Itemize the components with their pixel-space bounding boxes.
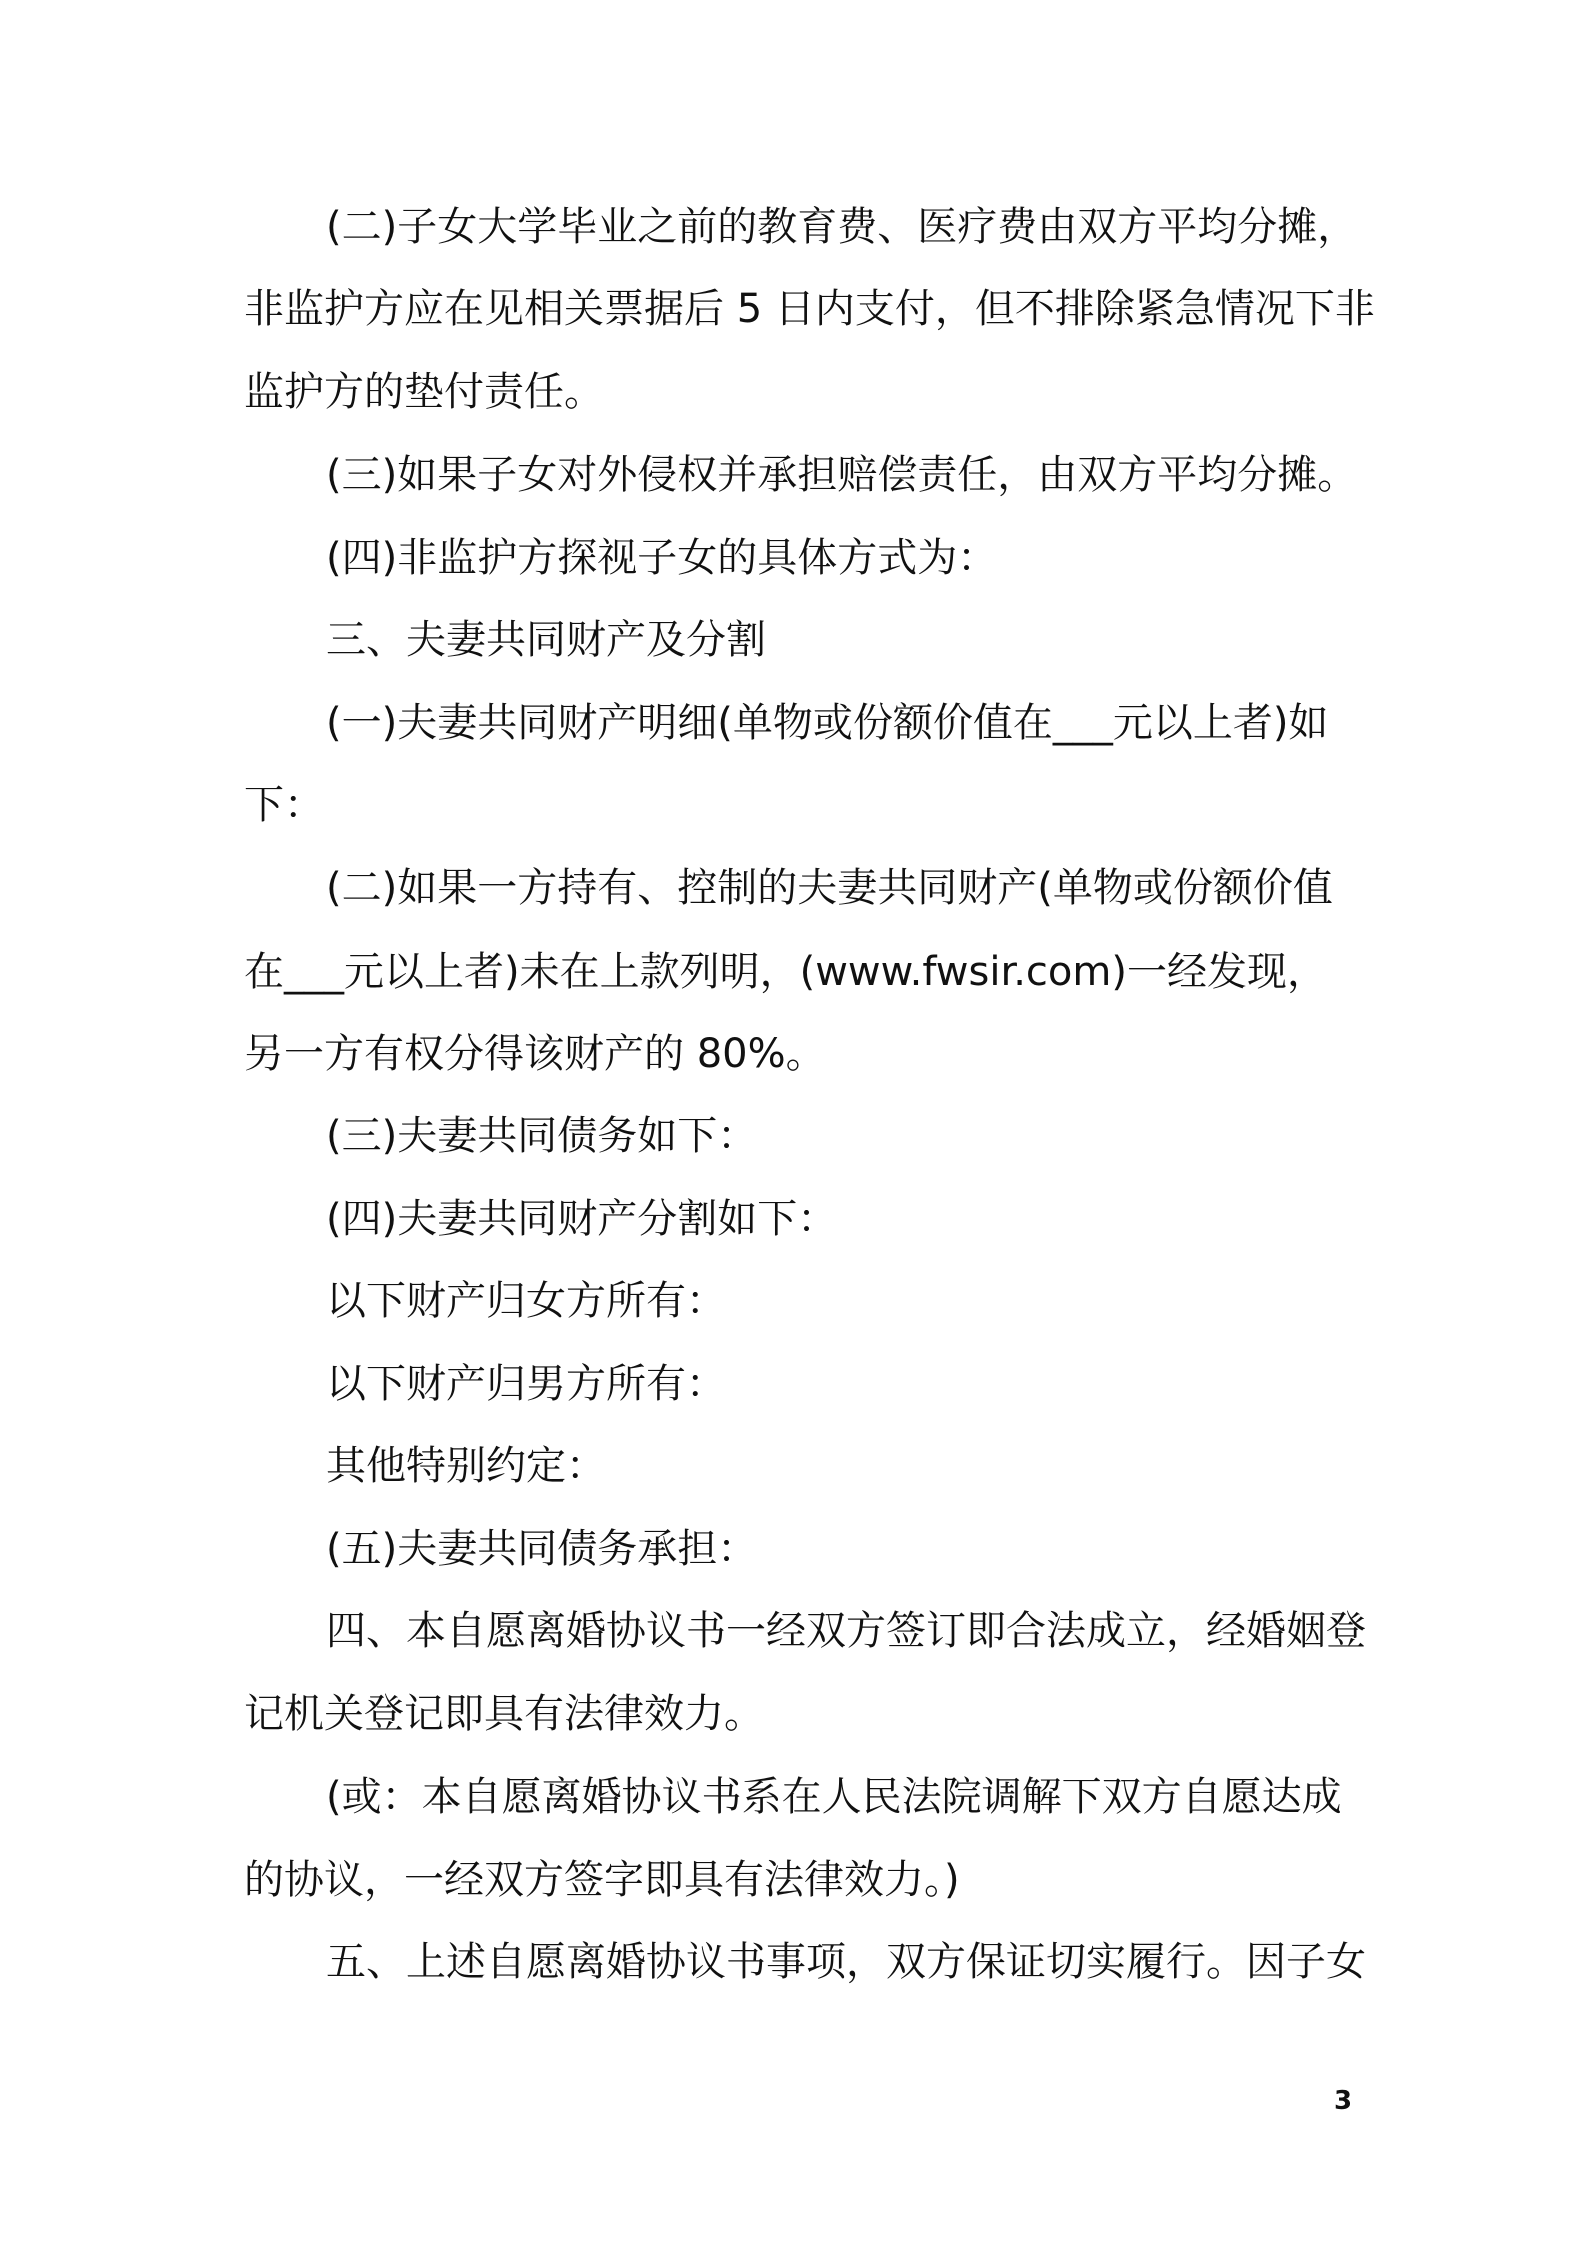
text-line: 下： xyxy=(244,782,324,828)
text-line: (三)夫妻共同债务如下： xyxy=(326,1113,758,1159)
text-line: 以下财产归男方所有： xyxy=(326,1361,726,1407)
section-heading: 五、上述自愿离婚协议书事项，双方保证切实履行。因子女 xyxy=(326,1939,1366,1985)
text-line: (四)非监护方探视子女的具体方式为： xyxy=(326,535,998,581)
text-line: (四)夫妻共同财产分割如下： xyxy=(326,1196,838,1242)
text-line: 记机关登记即具有法律效力。 xyxy=(244,1691,764,1737)
text-line: 非监护方应在见相关票据后 5 日内支付，但不排除紧急情况下非 xyxy=(244,286,1375,332)
text-line: (或：本自愿离婚协议书系在人民法院调解下双方自愿达成 xyxy=(326,1774,1342,1820)
section-heading: 四、本自愿离婚协议书一经双方签订即合法成立，经婚姻登 xyxy=(326,1608,1366,1654)
text-line: 另一方有权分得该财产的 80%。 xyxy=(244,1031,826,1077)
text-line: 的协议，一经双方签字即具有法律效力。) xyxy=(244,1857,960,1903)
text-line: 以下财产归女方所有： xyxy=(326,1278,726,1324)
page-number: 3 xyxy=(1334,2086,1353,2116)
text-line: (二)子女大学毕业之前的教育费、医疗费由双方平均分摊， xyxy=(326,204,1358,250)
text-line: 在___元以上者)未在上款列明，(www.fwsir.com)一经发现， xyxy=(244,949,1327,995)
section-heading: 三、夫妻共同财产及分割 xyxy=(326,617,766,663)
text-line: (五)夫妻共同债务承担： xyxy=(326,1526,758,1572)
text-line: 监护方的垫付责任。 xyxy=(244,369,604,415)
text-line: (三)如果子女对外侵权并承担赔偿责任，由双方平均分摊。 xyxy=(326,452,1358,498)
text-line: (一)夫妻共同财产明细(单物或份额价值在___元以上者)如 xyxy=(326,700,1329,746)
text-line: 其他特别约定： xyxy=(326,1443,606,1489)
text-line: (二)如果一方持有、控制的夫妻共同财产(单物或份额价值 xyxy=(326,865,1333,911)
